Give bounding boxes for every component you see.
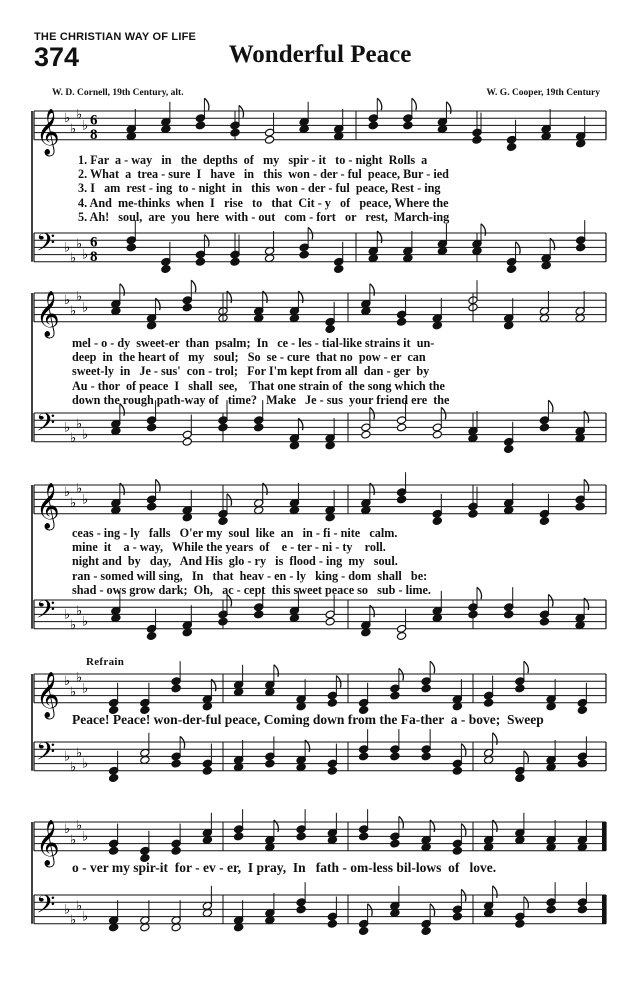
- note-flag: [548, 400, 553, 412]
- note-head: [390, 752, 400, 761]
- treble-clef-icon: 𝄞: [36, 290, 60, 337]
- note-head: [108, 774, 118, 783]
- note-flag: [524, 661, 529, 673]
- flat-icon: ♭: [64, 420, 71, 436]
- note-head: [515, 774, 525, 783]
- refrain-label: Refrain: [86, 656, 125, 668]
- note-head: [396, 495, 406, 504]
- note-head: [171, 759, 181, 768]
- flat-icon: ♭: [64, 607, 71, 623]
- lyric-line: 5. Ah! soul, are you here with - out com - fort or rest, March-ing: [78, 209, 450, 224]
- note-head: [504, 445, 514, 454]
- treble-staff: [34, 98, 606, 157]
- treble-staff: [34, 472, 606, 531]
- note-flag: [274, 665, 279, 677]
- bass-staff: [34, 729, 606, 782]
- bass-clef-icon: 𝄢: [36, 737, 56, 773]
- note-flag: [493, 886, 498, 898]
- note-head: [171, 846, 181, 855]
- bass-staff: [34, 220, 606, 273]
- final-barline: [602, 895, 606, 924]
- note-head: [361, 430, 371, 439]
- note-head: [108, 846, 118, 855]
- hymn-title: Wonderful Peace: [228, 41, 412, 68]
- flat-icon: ♭: [82, 909, 89, 925]
- note-head: [264, 135, 274, 144]
- time-signature-top: 6: [90, 234, 98, 251]
- note-head: [506, 265, 516, 274]
- flat-icon: ♭: [70, 496, 77, 511]
- note-head: [390, 691, 400, 700]
- note-head: [327, 766, 337, 775]
- flat-icon: ♭: [76, 670, 83, 686]
- words-credit: W. D. Cornell, 19th Century, alt.: [52, 88, 184, 98]
- note-head: [506, 143, 516, 152]
- treble-staff: [34, 809, 606, 868]
- note-flag: [446, 102, 451, 114]
- flat-icon: ♭: [64, 293, 71, 309]
- note-head: [396, 632, 406, 641]
- note-head: [325, 325, 335, 334]
- note-head: [146, 423, 156, 432]
- note-head: [452, 912, 462, 921]
- bass-staff: [34, 400, 606, 453]
- note-head: [334, 265, 344, 274]
- flat-icon: ♭: [70, 618, 77, 634]
- note-head: [539, 517, 549, 526]
- bass-clef-icon: 𝄢: [36, 595, 56, 631]
- note-head: [368, 121, 378, 130]
- note-flag: [430, 661, 435, 673]
- treble-clef-icon: 𝄞: [36, 108, 60, 155]
- flat-icon: ♭: [82, 681, 89, 697]
- note-head: [452, 766, 462, 775]
- lyric-line: Peace! Peace! won-der-ful peace, Coming down from the Fa-ther a - bove; Sweep: [72, 712, 544, 727]
- note-head: [390, 839, 400, 848]
- flat-icon: ♭: [82, 614, 89, 630]
- note-head: [202, 766, 212, 775]
- flat-icon: ♭: [64, 485, 71, 501]
- flat-icon: ♭: [64, 822, 71, 838]
- lyric-line: 4. And me-thinks when I rise to that Cit - y of peace, Where the: [78, 195, 449, 210]
- note-head: [254, 423, 264, 432]
- flat-icon: ♭: [76, 289, 83, 305]
- time-signature-bottom: 8: [90, 249, 98, 266]
- treble-clef-icon: 𝄞: [36, 671, 60, 718]
- lyric-line: 3. I am rest - ing to - night in this won - der - ful peace, Rest - ing: [78, 181, 441, 196]
- bass-staff: [34, 882, 606, 935]
- flat-icon: ♭: [64, 902, 71, 918]
- treble-staff: [34, 280, 606, 339]
- flat-icon: ♭: [64, 749, 71, 765]
- flat-icon: ♭: [70, 685, 77, 700]
- bass-clef-icon: 𝄢: [36, 408, 56, 444]
- note-head: [452, 846, 462, 855]
- note-head: [195, 257, 205, 266]
- music-credit: W. G. Cooper, 19th Century: [486, 88, 600, 98]
- note-head: [577, 706, 587, 715]
- lyric-line: ran - somed will sing, In that heav - en - ly king - dom shall be:: [72, 568, 428, 583]
- note-head: [146, 632, 156, 641]
- note-head: [421, 927, 431, 936]
- lyric-line: 1. Far a - way in the depths of my spir - it to - night Rolls a: [78, 153, 428, 167]
- lyric-line: night and by day, And His glo - ry is flood - ing my soul.: [72, 554, 398, 569]
- note-head: [327, 698, 337, 707]
- lyric-line: ceas - ing - ly falls O'er my soul like an in - fi - nite calm.: [72, 526, 398, 540]
- note-head: [504, 610, 514, 619]
- flat-icon: ♭: [76, 898, 83, 914]
- note-flag: [204, 98, 209, 110]
- note-head: [432, 517, 442, 526]
- note-head: [195, 121, 205, 130]
- lyric-line: sweet-ly in Je - sus' con - trol; For I'm kept from all dan - ger by: [72, 364, 430, 379]
- lyric-line: down the rough path-way of time? Make Je - sus your friend ere the: [72, 392, 450, 407]
- flat-icon: ♭: [76, 818, 83, 834]
- flat-icon: ♭: [64, 240, 71, 256]
- flat-icon: ♭: [82, 427, 89, 443]
- flat-icon: ♭: [70, 833, 77, 848]
- flat-icon: ♭: [70, 913, 77, 929]
- flat-icon: ♭: [76, 416, 83, 432]
- flat-icon: ♭: [64, 111, 71, 127]
- note-head: [299, 250, 309, 259]
- note-head: [421, 752, 431, 761]
- hymn-number: 374: [34, 42, 80, 72]
- note-flag: [481, 224, 486, 236]
- note-head: [432, 430, 442, 439]
- lyric-line: mine it a - way, While the years of e - ter - ni - ty roll.: [72, 540, 386, 555]
- bass-clef-icon: 𝄢: [36, 228, 56, 264]
- note-head: [515, 684, 525, 693]
- note-head: [577, 759, 587, 768]
- note-head: [254, 610, 264, 619]
- note-head: [577, 905, 587, 914]
- treble-staff: [34, 661, 606, 720]
- flat-icon: ♭: [82, 247, 89, 263]
- note-head: [325, 617, 335, 626]
- flat-icon: ♭: [76, 603, 83, 619]
- note-flag: [191, 280, 196, 292]
- note-head: [327, 919, 337, 928]
- note-head: [539, 423, 549, 432]
- note-flag: [120, 284, 125, 296]
- lyric-line: deep in the heart of my soul; So se - cure that no pow - er can: [72, 350, 426, 365]
- note-head: [126, 243, 136, 252]
- note-head: [233, 832, 243, 841]
- note-head: [358, 927, 368, 936]
- treble-clef-icon: 𝄞: [36, 819, 60, 866]
- note-head: [146, 502, 156, 511]
- note-flag: [412, 98, 417, 110]
- lyric-line: Au - thor of peace I shall see, That one strain of the song which the: [72, 378, 445, 393]
- flat-icon: ♭: [82, 829, 89, 845]
- flat-icon: ♭: [70, 251, 77, 267]
- note-head: [396, 423, 406, 432]
- note-head: [396, 317, 406, 326]
- flat-icon: ♭: [76, 236, 83, 252]
- note-head: [296, 905, 306, 914]
- note-head: [218, 517, 228, 526]
- flat-icon: ♭: [70, 304, 77, 319]
- note-head: [296, 832, 306, 841]
- final-barline: [602, 822, 606, 851]
- note-head: [515, 919, 525, 928]
- treble-clef-icon: 𝄞: [36, 482, 60, 529]
- flat-icon: ♭: [64, 674, 71, 690]
- lyric-line: 2. What a trea - sure I have in this won - der - ful peace, Bur - ied: [78, 167, 449, 182]
- flat-icon: ♭: [76, 745, 83, 761]
- note-head: [546, 905, 556, 914]
- note-head: [358, 752, 368, 761]
- flat-icon: ♭: [76, 107, 83, 123]
- note-flag: [377, 98, 382, 110]
- note-head: [182, 303, 192, 312]
- note-head: [265, 759, 275, 768]
- lyric-line: o - ver my spir-it for - ev - er, I pray, In fath - om-less bil-lows of love.: [72, 860, 497, 875]
- flat-icon: ♭: [70, 431, 77, 447]
- flat-icon: ♭: [82, 118, 89, 134]
- note-head: [161, 265, 171, 274]
- time-signature-bottom: 8: [90, 127, 98, 144]
- section-heading: THE CHRISTIAN WAY OF LIFE: [34, 31, 197, 43]
- lyric-line: mel - o - dy sweet-er than psalm; In ce - les - tial-like strains it un-: [72, 336, 435, 350]
- note-head: [182, 437, 192, 446]
- note-flag: [370, 284, 375, 296]
- note-head: [483, 698, 493, 707]
- flat-icon: ♭: [76, 481, 83, 497]
- flat-icon: ♭: [82, 300, 89, 316]
- flat-icon: ♭: [70, 760, 77, 776]
- note-head: [403, 121, 413, 130]
- flat-icon: ♭: [82, 756, 89, 772]
- note-flag: [493, 733, 498, 745]
- note-head: [575, 502, 585, 511]
- note-head: [358, 832, 368, 841]
- flat-icon: ♭: [70, 122, 77, 137]
- note-head: [539, 617, 549, 626]
- bass-clef-icon: 𝄢: [36, 890, 56, 926]
- note-head: [421, 684, 431, 693]
- note-head: [171, 684, 181, 693]
- note-head: [576, 243, 586, 252]
- time-signature-top: 6: [90, 112, 98, 129]
- note-flag: [477, 587, 482, 599]
- lyric-line: shad - ows grow dark; Oh, ac - cept this sweet peace so sub - lime.: [72, 582, 431, 597]
- flat-icon: ♭: [82, 492, 89, 508]
